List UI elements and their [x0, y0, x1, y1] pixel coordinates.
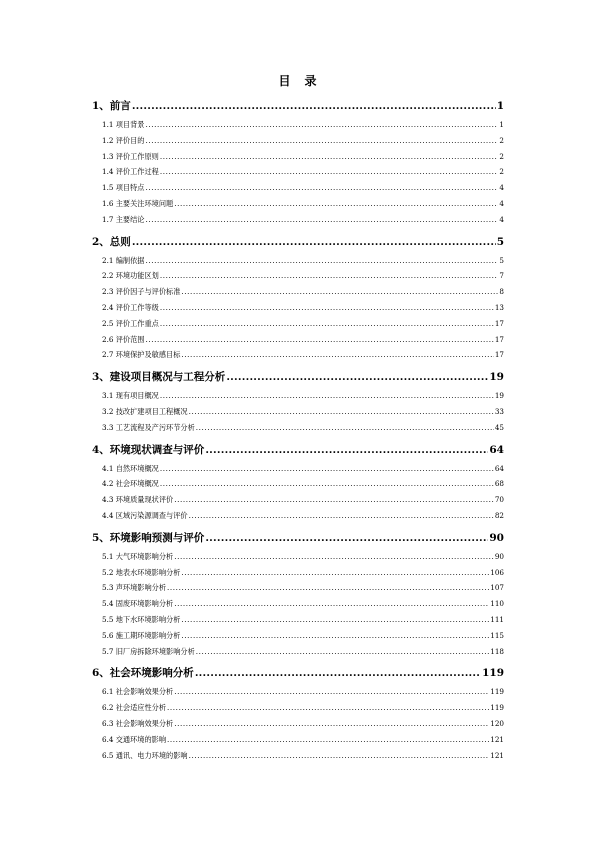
toc-entry-title: 1.4 评价工作过程 — [102, 167, 159, 177]
toc-entry[interactable] — [92, 748, 504, 764]
toc-section-page: 90 — [489, 531, 504, 544]
toc-entry-page: 2 — [499, 167, 504, 177]
toc-section — [92, 662, 504, 763]
toc-entry[interactable] — [92, 716, 504, 732]
dot-leader — [195, 662, 481, 684]
toc-entry-page: 119 — [490, 703, 504, 713]
toc-entry-title: 2.4 评价工作等级 — [102, 302, 159, 312]
toc-entry-page: 17 — [494, 318, 504, 328]
dot-leader — [174, 596, 489, 612]
toc-entry-title: 6.2 社会适应性分析 — [102, 703, 167, 713]
toc-entry-page: 90 — [494, 551, 504, 561]
toc-section — [92, 95, 504, 228]
dot-leader — [181, 612, 489, 628]
dot-leader — [189, 748, 490, 764]
dot-leader — [196, 420, 494, 436]
toc-section-heading[interactable] — [92, 231, 504, 253]
toc-entry[interactable] — [92, 492, 504, 508]
page-title-char-1: 目 — [278, 74, 291, 88]
dot-leader — [167, 700, 489, 716]
toc-section-page: 1 — [496, 100, 504, 112]
toc-entry-page: 17 — [494, 334, 504, 344]
toc-entry-title: 1.2 评价目的 — [102, 135, 145, 145]
dot-leader — [160, 300, 494, 316]
dot-leader — [160, 268, 499, 284]
toc-entry-page: 4 — [499, 214, 504, 224]
dot-leader — [189, 404, 494, 420]
toc-section-title: 6、社会环境影响分析 — [92, 667, 194, 680]
toc-entry-title: 1.7 主要结论 — [102, 214, 145, 224]
toc-entry[interactable] — [92, 684, 504, 700]
toc-section-title: 4、环境现状调查与评价 — [92, 443, 205, 456]
dot-leader — [167, 732, 489, 748]
toc-entry[interactable] — [92, 628, 504, 644]
toc-entry-title: 6.4 交通环境的影响 — [102, 734, 167, 744]
toc-entry-page: 8 — [499, 287, 504, 297]
toc-entry-page: 106 — [490, 567, 504, 577]
toc-entry[interactable] — [92, 196, 504, 212]
dot-leader — [226, 366, 488, 388]
dot-leader — [145, 212, 498, 228]
dot-leader — [160, 461, 494, 477]
toc-entry-page: 2 — [499, 135, 504, 145]
toc-entry[interactable] — [92, 284, 504, 300]
dot-leader — [145, 253, 498, 269]
toc-section-title: 3、建设项目概况与工程分析 — [92, 371, 226, 384]
toc-section-heading[interactable] — [92, 95, 504, 117]
toc-entry[interactable] — [92, 180, 504, 196]
toc-section-heading[interactable] — [92, 527, 504, 549]
toc-entry-page: 121 — [490, 750, 504, 760]
table-of-contents — [92, 92, 504, 763]
toc-entry[interactable] — [92, 388, 504, 404]
dot-leader — [181, 628, 489, 644]
toc-entry-page: 115 — [490, 630, 504, 640]
dot-leader — [167, 580, 489, 596]
toc-entry-page: 121 — [490, 734, 504, 744]
dot-leader — [189, 508, 494, 524]
toc-entry-title: 6.3 社会影响效果分析 — [102, 718, 174, 728]
toc-entry[interactable] — [92, 596, 504, 612]
toc-entry[interactable] — [92, 347, 504, 363]
toc-entry[interactable] — [92, 164, 504, 180]
toc-entry[interactable] — [92, 149, 504, 165]
toc-entry[interactable] — [92, 316, 504, 332]
toc-entry-page: 64 — [494, 463, 504, 473]
toc-entry-title: 3.2 技改扩建项目工程概况 — [102, 406, 188, 416]
toc-entry[interactable] — [92, 404, 504, 420]
dot-leader — [205, 527, 488, 549]
toc-entry-title: 2.5 评价工作重点 — [102, 318, 159, 328]
toc-section-page: 19 — [489, 371, 504, 384]
toc-entry-page: 70 — [494, 495, 504, 505]
toc-entry-page: 118 — [490, 646, 504, 656]
dot-leader — [174, 716, 489, 732]
dot-leader — [174, 492, 494, 508]
toc-entry[interactable] — [92, 420, 504, 436]
toc-section-title: 2、总则 — [92, 235, 131, 248]
toc-entry[interactable] — [92, 508, 504, 524]
toc-entry-title: 3.3 工艺流程及产污环节分析 — [102, 422, 195, 432]
toc-entry-title: 4.1 自然环境概况 — [102, 463, 159, 473]
toc-entry-page: 120 — [490, 718, 504, 728]
dot-leader — [181, 347, 493, 363]
toc-entry[interactable] — [92, 612, 504, 628]
toc-entry-title: 2.3 评价因子与评价标准 — [102, 287, 181, 297]
toc-section-heading[interactable] — [92, 439, 504, 461]
toc-section-page: 5 — [496, 235, 504, 248]
toc-entry-page: 17 — [494, 350, 504, 360]
toc-section-page: 64 — [489, 443, 504, 456]
toc-entry-title: 2.6 评价范围 — [102, 334, 145, 344]
toc-entry-title: 2.7 环境保护及敏感目标 — [102, 350, 181, 360]
dot-leader — [145, 133, 498, 149]
dot-leader — [160, 164, 499, 180]
toc-section — [92, 527, 504, 660]
toc-entry-title: 2.2 环境功能区划 — [102, 271, 159, 281]
dot-leader — [160, 476, 494, 492]
toc-entry-title: 2.1 编制依据 — [102, 255, 145, 265]
toc-entry-page: 82 — [494, 510, 504, 520]
dot-leader — [160, 149, 499, 165]
toc-entry[interactable] — [92, 212, 504, 228]
toc-entry-title: 5.6 施工期环境影响分析 — [102, 630, 181, 640]
toc-entry[interactable] — [92, 732, 504, 748]
toc-entry-title: 5.3 声环境影响分析 — [102, 583, 167, 593]
toc-entry-title: 1.6 主要关注环境问题 — [102, 198, 174, 208]
dot-leader — [196, 644, 490, 660]
toc-entry[interactable] — [92, 253, 504, 269]
dot-leader — [181, 565, 489, 581]
toc-entry-page: 5 — [499, 255, 504, 265]
toc-entry[interactable] — [92, 117, 504, 133]
toc-entry-page: 1 — [499, 120, 504, 129]
page-title — [0, 72, 595, 89]
toc-section — [92, 439, 504, 524]
toc-entry[interactable] — [92, 476, 504, 492]
toc-entry-title: 6.1 社会影响效果分析 — [102, 687, 174, 697]
toc-entry-page: 7 — [499, 271, 504, 281]
toc-section — [92, 231, 504, 364]
toc-entry-title: 5.1 大气环境影响分析 — [102, 551, 174, 561]
dot-leader — [174, 549, 494, 565]
toc-entry-title: 4.3 环境质量现状评价 — [102, 495, 174, 505]
dot-leader — [132, 95, 496, 117]
toc-entry-page: 45 — [494, 422, 504, 432]
toc-entry-page: 107 — [490, 583, 504, 593]
toc-entry-title: 4.4 区域污染源调查与评价 — [102, 510, 188, 520]
toc-entry-title: 4.2 社会环境概况 — [102, 479, 159, 489]
toc-section-title: 5、环境影响预测与评价 — [92, 531, 205, 544]
toc-entry[interactable] — [92, 268, 504, 284]
toc-entry-page: 111 — [490, 614, 504, 624]
toc-entry-title: 5.2 地表水环境影响分析 — [102, 567, 181, 577]
toc-entry-page: 13 — [494, 302, 504, 312]
dot-leader — [160, 388, 494, 404]
toc-entry[interactable] — [92, 300, 504, 316]
toc-entry[interactable] — [92, 565, 504, 581]
dot-leader — [181, 284, 498, 300]
toc-entry-page: 19 — [494, 391, 504, 401]
toc-entry-page: 2 — [499, 151, 504, 161]
toc-entry-title: 1.3 评价工作原则 — [102, 151, 159, 161]
toc-entry-title: 3.1 现有项目概况 — [102, 391, 159, 401]
toc-entry[interactable] — [92, 549, 504, 565]
toc-entry-page: 4 — [499, 183, 504, 193]
toc-entry[interactable] — [92, 332, 504, 348]
toc-entry[interactable] — [92, 700, 504, 716]
toc-section-title: 1、前言 — [92, 100, 131, 112]
toc-entry[interactable] — [92, 461, 504, 477]
toc-entry-page: 110 — [490, 599, 504, 609]
toc-entry-page: 33 — [494, 406, 504, 416]
toc-section-heading[interactable] — [92, 366, 504, 388]
dot-leader — [145, 180, 498, 196]
toc-entry[interactable] — [92, 580, 504, 596]
dot-leader — [205, 439, 488, 461]
toc-entry-page: 4 — [499, 198, 504, 208]
toc-entry-title: 1.5 项目特点 — [102, 183, 145, 193]
toc-entry-page: 119 — [490, 687, 504, 697]
toc-entry-title: 5.7 旧厂房拆除环境影响分析 — [102, 646, 195, 656]
dot-leader — [145, 117, 498, 133]
toc-section — [92, 366, 504, 435]
dot-leader — [174, 196, 498, 212]
dot-leader — [174, 684, 489, 700]
toc-section-heading[interactable] — [92, 662, 504, 684]
toc-entry[interactable] — [92, 133, 504, 149]
toc-entry[interactable] — [92, 644, 504, 660]
page-title-char-2: 录 — [304, 74, 317, 88]
toc-section-page: 119 — [482, 667, 504, 680]
toc-entry-title: 6.5 通讯、电力环境的影响 — [102, 750, 188, 760]
toc-entry-title: 5.4 固废环境影响分析 — [102, 599, 174, 609]
dot-leader — [160, 316, 494, 332]
toc-entry-page: 68 — [494, 479, 504, 489]
dot-leader — [132, 231, 496, 253]
toc-entry-title: 5.5 地下水环境影响分析 — [102, 614, 181, 624]
dot-leader — [145, 332, 493, 348]
toc-entry-title: 1.1 项目背景 — [102, 120, 145, 129]
